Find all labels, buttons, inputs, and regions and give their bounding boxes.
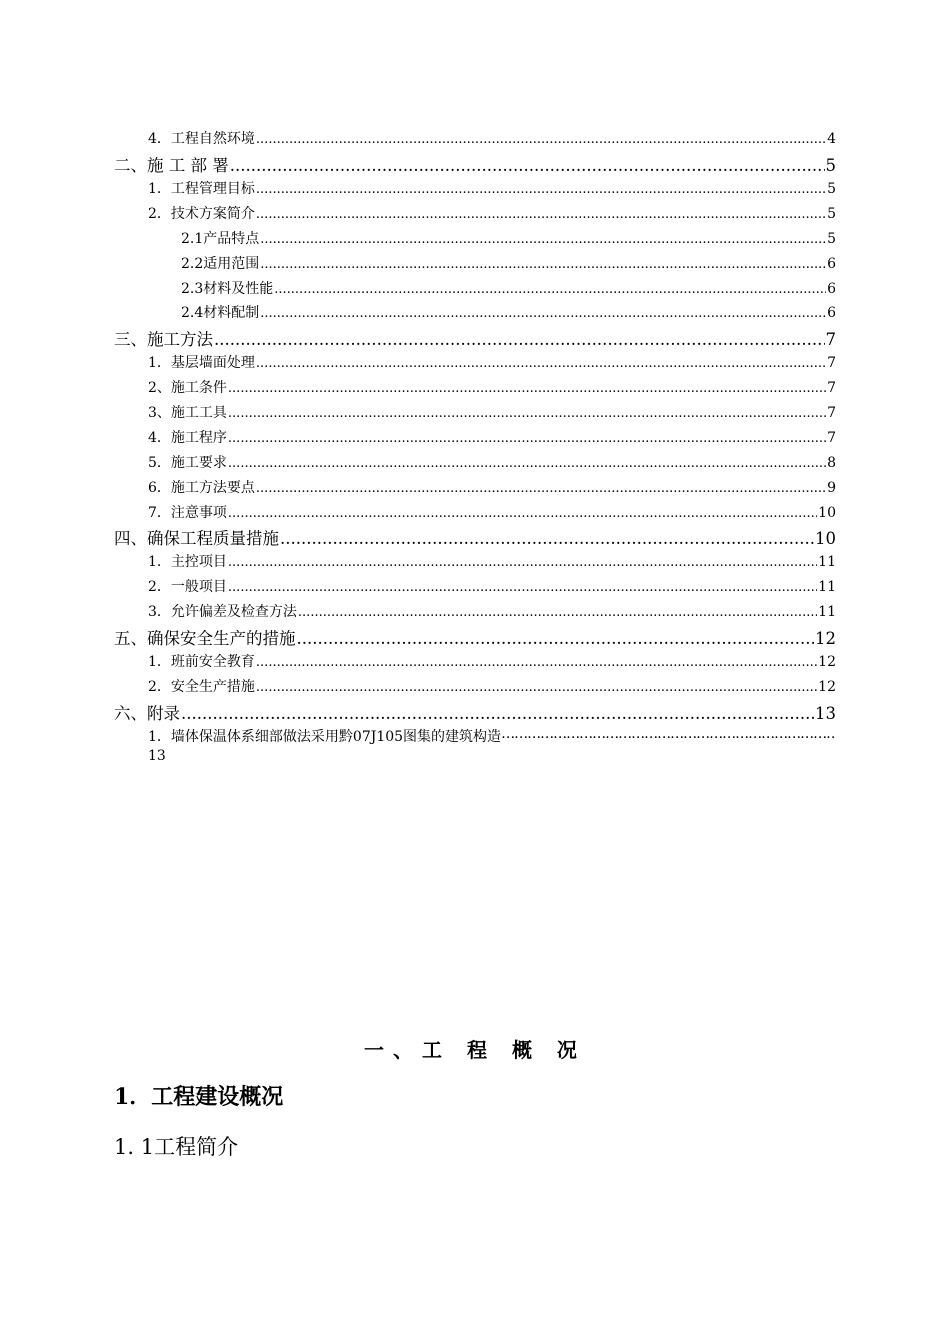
toc-entry[interactable]: 7．注意事项 ..... 10 xyxy=(148,502,836,522)
toc-subentry[interactable]: 2.1产品特点 ..... 5 xyxy=(181,228,836,248)
toc-entry[interactable]: 1．班前安全教育 ..... 12 xyxy=(148,651,836,671)
dot-leader xyxy=(297,629,815,648)
dot-leader xyxy=(230,156,825,175)
toc-entry[interactable]: 4．施工程序 ..... 7 xyxy=(148,427,836,447)
toc-entry[interactable]: 2．安全生产措施 ..... 12 xyxy=(148,676,836,696)
toc-entry[interactable]: 5．施工要求 ..... 8 xyxy=(148,452,836,472)
dot-leader xyxy=(256,356,826,371)
dot-leader xyxy=(228,555,817,570)
dot-leader xyxy=(256,680,817,695)
toc-entry[interactable]: 3、施工工具 ..... 7 xyxy=(148,402,836,422)
toc-entry[interactable]: 1．墙体保温体系细部做法采用黔07J105图集的建筑构造 …………………………………………………………………………………… 13 xyxy=(148,726,836,764)
toc-entry[interactable]: 1．工程管理目标 ..... 5 xyxy=(148,178,836,198)
toc-entry[interactable]: 2．技术方案简介 ..... 5 xyxy=(148,203,836,223)
toc-subentry[interactable]: 2.3材料及性能 ..... 6 xyxy=(181,278,836,298)
dot-leader xyxy=(260,306,826,321)
dot-leader xyxy=(256,481,826,496)
dot-leader xyxy=(214,330,825,349)
toc-entry[interactable]: 2．一般项目 ..... 11 xyxy=(148,576,836,596)
dot-leader xyxy=(228,456,826,471)
dot-leader xyxy=(256,182,826,197)
dot-leader xyxy=(256,132,826,147)
dot-leader xyxy=(228,580,817,595)
toc-entry[interactable]: 1．基层墙面处理 ..... 7 xyxy=(148,352,836,372)
toc-entry[interactable]: 4．工程自然环境 ..... 4 xyxy=(148,128,836,148)
toc-subentry[interactable]: 2.4材料配制 ..... 6 xyxy=(181,302,836,322)
toc-chapter[interactable]: 四、确保工程质量措施 ..... 10 xyxy=(114,525,836,549)
toc-chapter[interactable]: 五、确保安全生产的措施 ..... 12 xyxy=(114,625,836,649)
toc-entry[interactable]: 2、施工条件 ..... 7 xyxy=(148,377,836,397)
dot-leader xyxy=(181,704,814,723)
dot-leader xyxy=(260,257,826,272)
toc-chapter[interactable]: 三、施工方法 ..... 7 xyxy=(114,326,836,350)
dot-leader xyxy=(501,726,836,746)
toc-subentry[interactable]: 2.2适用范围 ..... 6 xyxy=(181,253,836,273)
dot-leader xyxy=(298,605,817,620)
toc-entry[interactable]: 1．主控项目 ..... 11 xyxy=(148,551,836,571)
heading-level-2: 1. 1工程简介 xyxy=(114,1135,239,1159)
dot-leader xyxy=(228,431,826,446)
dot-leader xyxy=(228,406,826,421)
dot-leader xyxy=(274,282,826,297)
dot-leader xyxy=(256,655,817,670)
dot-leader xyxy=(228,506,817,521)
toc-chapter[interactable]: 六、附录 ..... 13 xyxy=(114,700,836,724)
dot-leader xyxy=(260,232,826,247)
dot-leader xyxy=(256,207,826,222)
heading-level-1: 1．工程建设概况 xyxy=(114,1084,284,1110)
toc-entry[interactable]: 3．允许偏差及检查方法 ..... 11 xyxy=(148,601,836,621)
section-title: 一、工 程 概 况 xyxy=(364,1038,586,1062)
dot-leader xyxy=(280,529,814,548)
toc-entry[interactable]: 6．施工方法要点 ..... 9 xyxy=(148,477,836,497)
toc-chapter[interactable]: 二、施 工 部 署 ..... 5 xyxy=(114,152,836,176)
dot-leader xyxy=(228,381,826,396)
